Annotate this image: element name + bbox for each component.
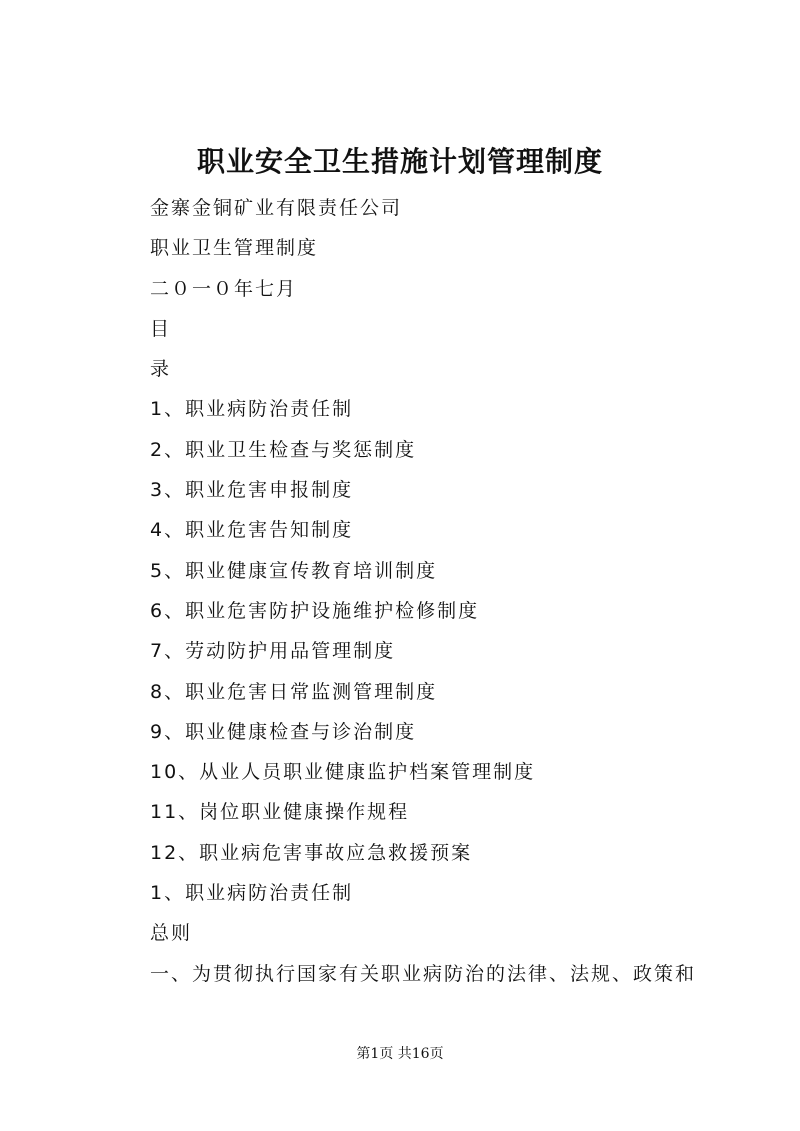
page-footer: 第1页 共16页 <box>356 1046 444 1062</box>
toc-item: 6、职业危害防护设施维护检修制度 <box>150 599 480 622</box>
subtitle-line: 职业卫生管理制度 <box>150 237 319 260</box>
toc-item: 8、职业危害日常监测管理制度 <box>150 680 438 703</box>
toc-item: 12、职业病危害事故应急救援预案 <box>150 841 473 864</box>
toc-item: 4、职业危害告知制度 <box>150 519 354 542</box>
document-body <box>150 188 770 994</box>
toc-item: 7、劳动防护用品管理制度 <box>150 640 396 663</box>
toc-item: 1、职业病防治责任制 <box>150 398 354 421</box>
toc-item: 5、职业健康宣传教育培训制度 <box>150 559 438 582</box>
toc-heading-part2: 录 <box>150 358 172 381</box>
toc-item: 11、岗位职业健康操作规程 <box>150 801 410 824</box>
document-title: 职业安全卫生措施计划管理制度 <box>196 145 603 178</box>
company-name-line: 金寨金铜矿业有限责任公司 <box>150 197 403 219</box>
toc-item: 9、职业健康检查与诊治制度 <box>150 720 417 743</box>
toc-item: 2、职业卫生检查与奖惩制度 <box>150 438 417 461</box>
section-heading: 1、职业病防治责任制 <box>150 882 354 905</box>
subsection-heading: 总则 <box>150 922 193 945</box>
toc-heading-part1: 目 <box>150 317 172 340</box>
body-paragraph: 一、为贯彻执行国家有关职业病防治的法律、法规、政策和 <box>150 962 697 985</box>
toc-item: 10、从业人员职业健康监护档案管理制度 <box>150 761 536 784</box>
date-line: 二０一０年七月 <box>150 277 298 300</box>
toc-item: 3、职业危害申报制度 <box>150 479 354 502</box>
